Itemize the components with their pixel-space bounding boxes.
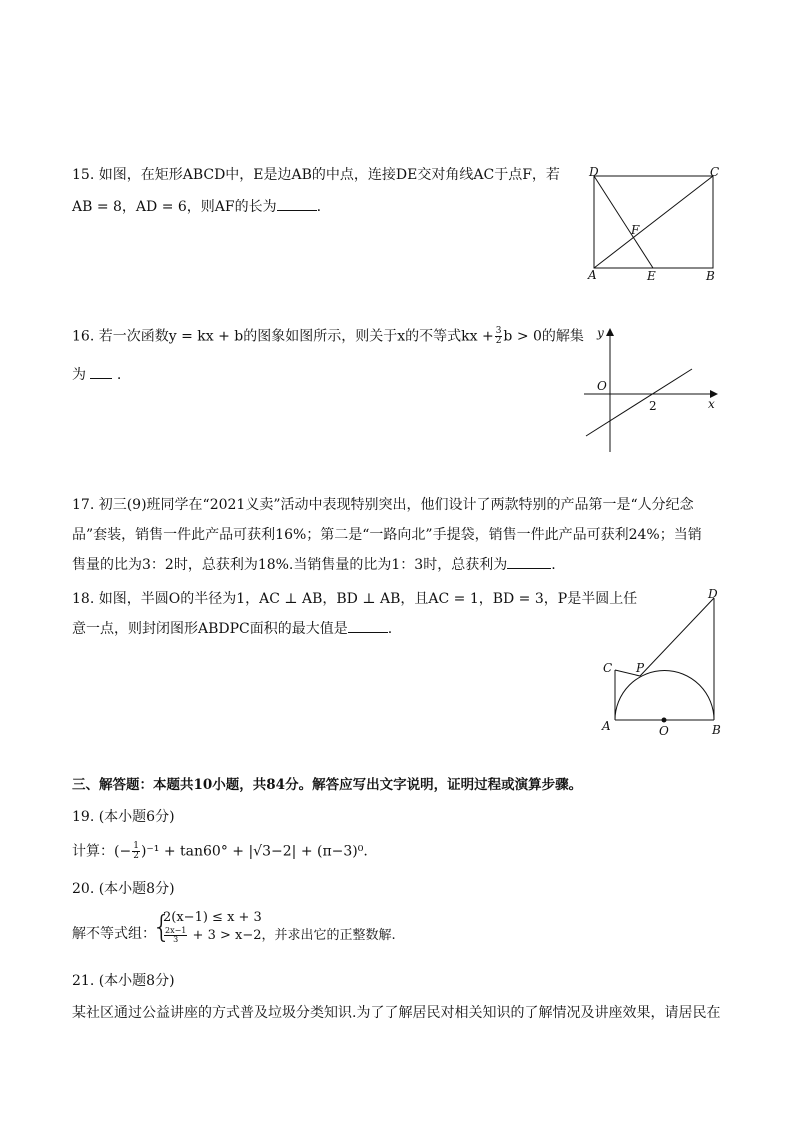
q15-line1: 15. 如图，在矩形ABCD中，E是边AB的中点，连接DE交对角线AC于点F，若 [72, 167, 560, 183]
q16-answer-blank [90, 366, 112, 379]
q18-center-dot [662, 718, 667, 723]
q16-label-2: 2 [649, 399, 657, 413]
q15-label-e: E [647, 269, 656, 283]
q18-label-o: O [659, 724, 669, 738]
q18-label-c: C [603, 661, 613, 675]
q18-label-b: B [712, 723, 721, 737]
q19-expression [72, 842, 368, 861]
q18-line2-text: 意一点，则封闭图形ABDPC面积的最大值是 [72, 621, 348, 637]
q19-frac-den: 2 [133, 851, 139, 861]
q15-label-c: C [710, 165, 720, 179]
q15-label-d: D [589, 165, 599, 179]
q16-frac-num: 3 [495, 326, 502, 336]
q16-label-y: y [597, 326, 604, 340]
q17-line1: 17. 初三(9)班同学在“2021义卖”活动中表现特别突出，他们设计了两款特别的产品第一是“人分纪念 [72, 497, 694, 513]
q20-frac-num: 2x−1 [165, 926, 187, 935]
q18-end: . [387, 621, 393, 637]
q18-segment-pd [640, 598, 714, 676]
q16-end: . [116, 367, 122, 383]
q16-linear-graph [580, 322, 722, 456]
q15-diagonal-ac [594, 176, 713, 268]
q20-ineq2-rest: + 3 > x−2 [192, 928, 262, 943]
q20-brace: { [152, 910, 172, 945]
q17-answer-blank [507, 556, 551, 569]
q15-line2-text: AB = 8，AD = 6，则AF的长为 [72, 199, 277, 215]
q19-rest: )⁻¹ + tan60° + |√3−2| + (π−3)⁰. [140, 843, 368, 860]
q20-suffix: ，并求出它的正整数解. [261, 928, 396, 943]
q16-label-x: x [708, 397, 715, 411]
q16-y-arrow-icon [606, 328, 614, 336]
q17-line2: 品”套装，销售一件此产品可获利16%；第二是“一路向北”手提袋，销售一件此产品可获利24%；当销 [72, 527, 702, 543]
q19-title: 19. (本小题6分) [72, 809, 175, 825]
q18-line2 [72, 620, 392, 638]
q15-label-f: F [631, 223, 640, 237]
q17-line3-text: 售量的比为3：2时，总获利为18%.当销售量的比为1：3时，总获利为 [72, 557, 508, 573]
q20-prefix: 解不等式组： [72, 926, 156, 942]
q16-frac-den: 2 [495, 336, 502, 346]
q18-label-p: P [636, 661, 645, 675]
q21-line1: 某社区通过公益讲座的方式普及垃圾分类知识.为了了解居民对相关知识的了解情况及讲座效果，请居民在 [72, 1005, 721, 1021]
q15-answer-blank [277, 198, 317, 211]
q19-frac-num: 1 [133, 841, 139, 851]
q16-label-o: O [597, 379, 607, 393]
q15-label-a: A [588, 268, 597, 282]
q20-inequality-2 [163, 927, 396, 945]
q18-label-d: D [708, 587, 718, 601]
q15-end: . [316, 199, 322, 215]
q15-line2 [72, 198, 321, 216]
q20-title: 20. (本小题8分) [72, 881, 175, 897]
q17-line3 [72, 556, 556, 574]
section-3-heading: 三、解答题：本题共10小题，共84分。解答应写出文字说明，证明过程或演算步骤。 [72, 777, 583, 793]
q16-fraction [495, 327, 503, 346]
q15-label-b: B [706, 269, 715, 283]
q16-line2-text: 为 [72, 367, 86, 383]
q16-line1-b: b > 0的解集 [503, 328, 584, 345]
q20-inequality-1: 2(x−1) ≤ x + 3 [163, 910, 262, 925]
q15-rectangle-figure [582, 162, 722, 286]
q19-prefix: 计算：(− [72, 843, 132, 860]
q16-line1 [72, 327, 584, 346]
q18-label-a: A [602, 719, 611, 733]
q18-semicircle-arc [615, 671, 714, 721]
q20-fraction [164, 927, 187, 944]
q19-fraction [132, 842, 140, 861]
q20-frac-den: 3 [173, 935, 179, 944]
q18-line1: 18. 如图，半圆O的半径为1，AC ⊥ AB，BD ⊥ AB，且AC = 1，BD = 3，P是半圆上任 [72, 591, 638, 607]
q21-title: 21. (本小题8分) [72, 973, 175, 989]
q16-line2 [72, 366, 121, 384]
q17-end: . [551, 557, 556, 573]
q18-answer-blank [348, 620, 388, 633]
q18-semicircle-figure [598, 584, 728, 740]
q15-segment-de [594, 176, 653, 268]
q16-line1-a: 16. 若一次函数y = kx + b的图象如图所示，则关于x的不等式kx + [72, 328, 494, 345]
